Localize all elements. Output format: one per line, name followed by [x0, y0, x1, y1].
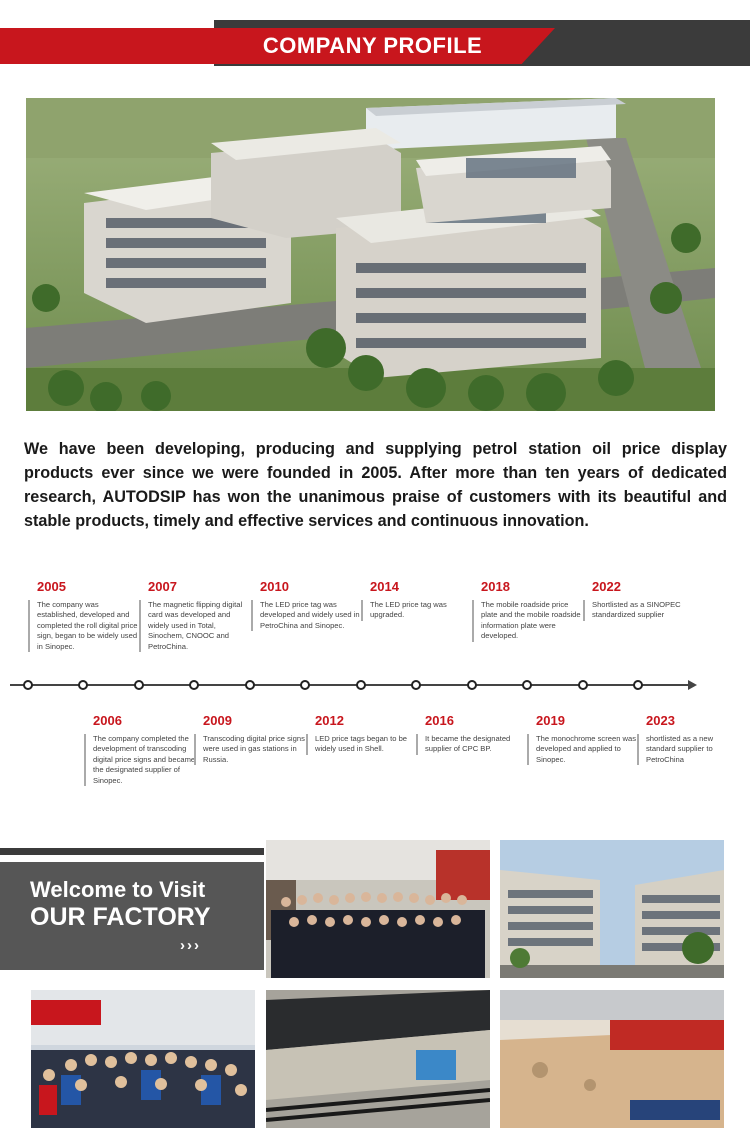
event-year: 2007	[148, 579, 177, 594]
team-exhibition-photo	[266, 840, 490, 978]
event-year: 2016	[425, 713, 454, 728]
event-text: The company was established, developed and completed the roll digital price sign, began to be widely used in Sinopec.	[28, 600, 141, 652]
event-text: The LED price tag was upgraded.	[361, 600, 474, 621]
event-year: 2006	[93, 713, 122, 728]
page-title: COMPANY PROFILE	[262, 33, 483, 58]
event-text: The monochrome screen was developed and applied to Sinopec.	[527, 734, 640, 765]
event-text: Transcoding digital price signs were used in gas stations in Russia.	[194, 734, 307, 765]
workshop-panels-photo	[266, 990, 490, 1128]
timeline-event	[370, 579, 474, 621]
staff-group-photo	[31, 990, 255, 1128]
event-year: 2010	[260, 579, 289, 594]
company-timeline	[0, 550, 750, 810]
timeline-arrow-icon	[688, 680, 697, 690]
event-text: shortlisted as a new standard supplier to PetroChina	[637, 734, 742, 765]
event-text: The mobile roadside price plate and the mobile roadside information plate were developed.	[472, 600, 585, 642]
timeline-event	[37, 579, 141, 652]
timeline-event	[315, 713, 419, 755]
event-year: 2023	[646, 713, 675, 728]
timeline-dot	[23, 680, 33, 690]
event-year: 2019	[536, 713, 565, 728]
timeline-dot	[134, 680, 144, 690]
event-text: LED price tags began to be widely used in Shell.	[306, 734, 419, 755]
event-text: The company completed the development of transcoding digital price signs and became the designated supplier of Sinopec.	[84, 734, 197, 786]
event-text: The magnetic flipping digital card was developed and widely used in Total, Sinochem, CNOOC and PetroChina.	[139, 600, 252, 652]
timeline-event	[260, 579, 364, 631]
cutting-machine-photo	[500, 990, 724, 1128]
timeline-event	[592, 579, 696, 621]
event-text: Shortlisted as a SINOPEC standardized supplier	[583, 600, 696, 621]
timeline-event	[481, 579, 585, 642]
event-year: 2005	[37, 579, 66, 594]
factory-heading-line2: OUR FACTORY	[30, 903, 211, 931]
factory-accent-bar	[0, 848, 264, 855]
timeline-dot	[78, 680, 88, 690]
timeline-dot	[189, 680, 199, 690]
timeline-dot	[467, 680, 477, 690]
event-year: 2022	[592, 579, 621, 594]
timeline-dot	[356, 680, 366, 690]
timeline-event	[93, 713, 197, 786]
timeline-dot	[633, 680, 643, 690]
timeline-axis	[10, 684, 690, 686]
timeline-event	[646, 713, 742, 765]
timeline-event	[148, 579, 252, 652]
event-year: 2009	[203, 713, 232, 728]
event-year: 2014	[370, 579, 399, 594]
factory-heading-line1: Welcome to Visit	[30, 877, 206, 902]
timeline-event	[425, 713, 529, 755]
factory-buildings-photo	[500, 840, 724, 978]
intro-paragraph: We have been developing, producing and supplying petrol station oil price display products ever since we were founded in 2005. After more than ten years of dedicated research, AUTODSIP has won the unanimous praise of customers with its beautiful and stable products, timely and effective services and continuous innovation.	[24, 440, 727, 530]
timeline-event	[536, 713, 640, 765]
event-text: The LED price tag was developed and widely used in PetroChina and Sinopec.	[251, 600, 364, 631]
timeline-event	[203, 713, 307, 765]
chevrons-right-icon: ›››	[180, 937, 201, 954]
timeline-dot	[578, 680, 588, 690]
timeline-dot	[522, 680, 532, 690]
event-year: 2018	[481, 579, 510, 594]
campus-aerial-photo	[26, 98, 715, 411]
timeline-dot	[411, 680, 421, 690]
timeline-dot	[245, 680, 255, 690]
event-year: 2012	[315, 713, 344, 728]
timeline-dot	[300, 680, 310, 690]
event-text: It became the designated supplier of CPC BP.	[416, 734, 529, 755]
